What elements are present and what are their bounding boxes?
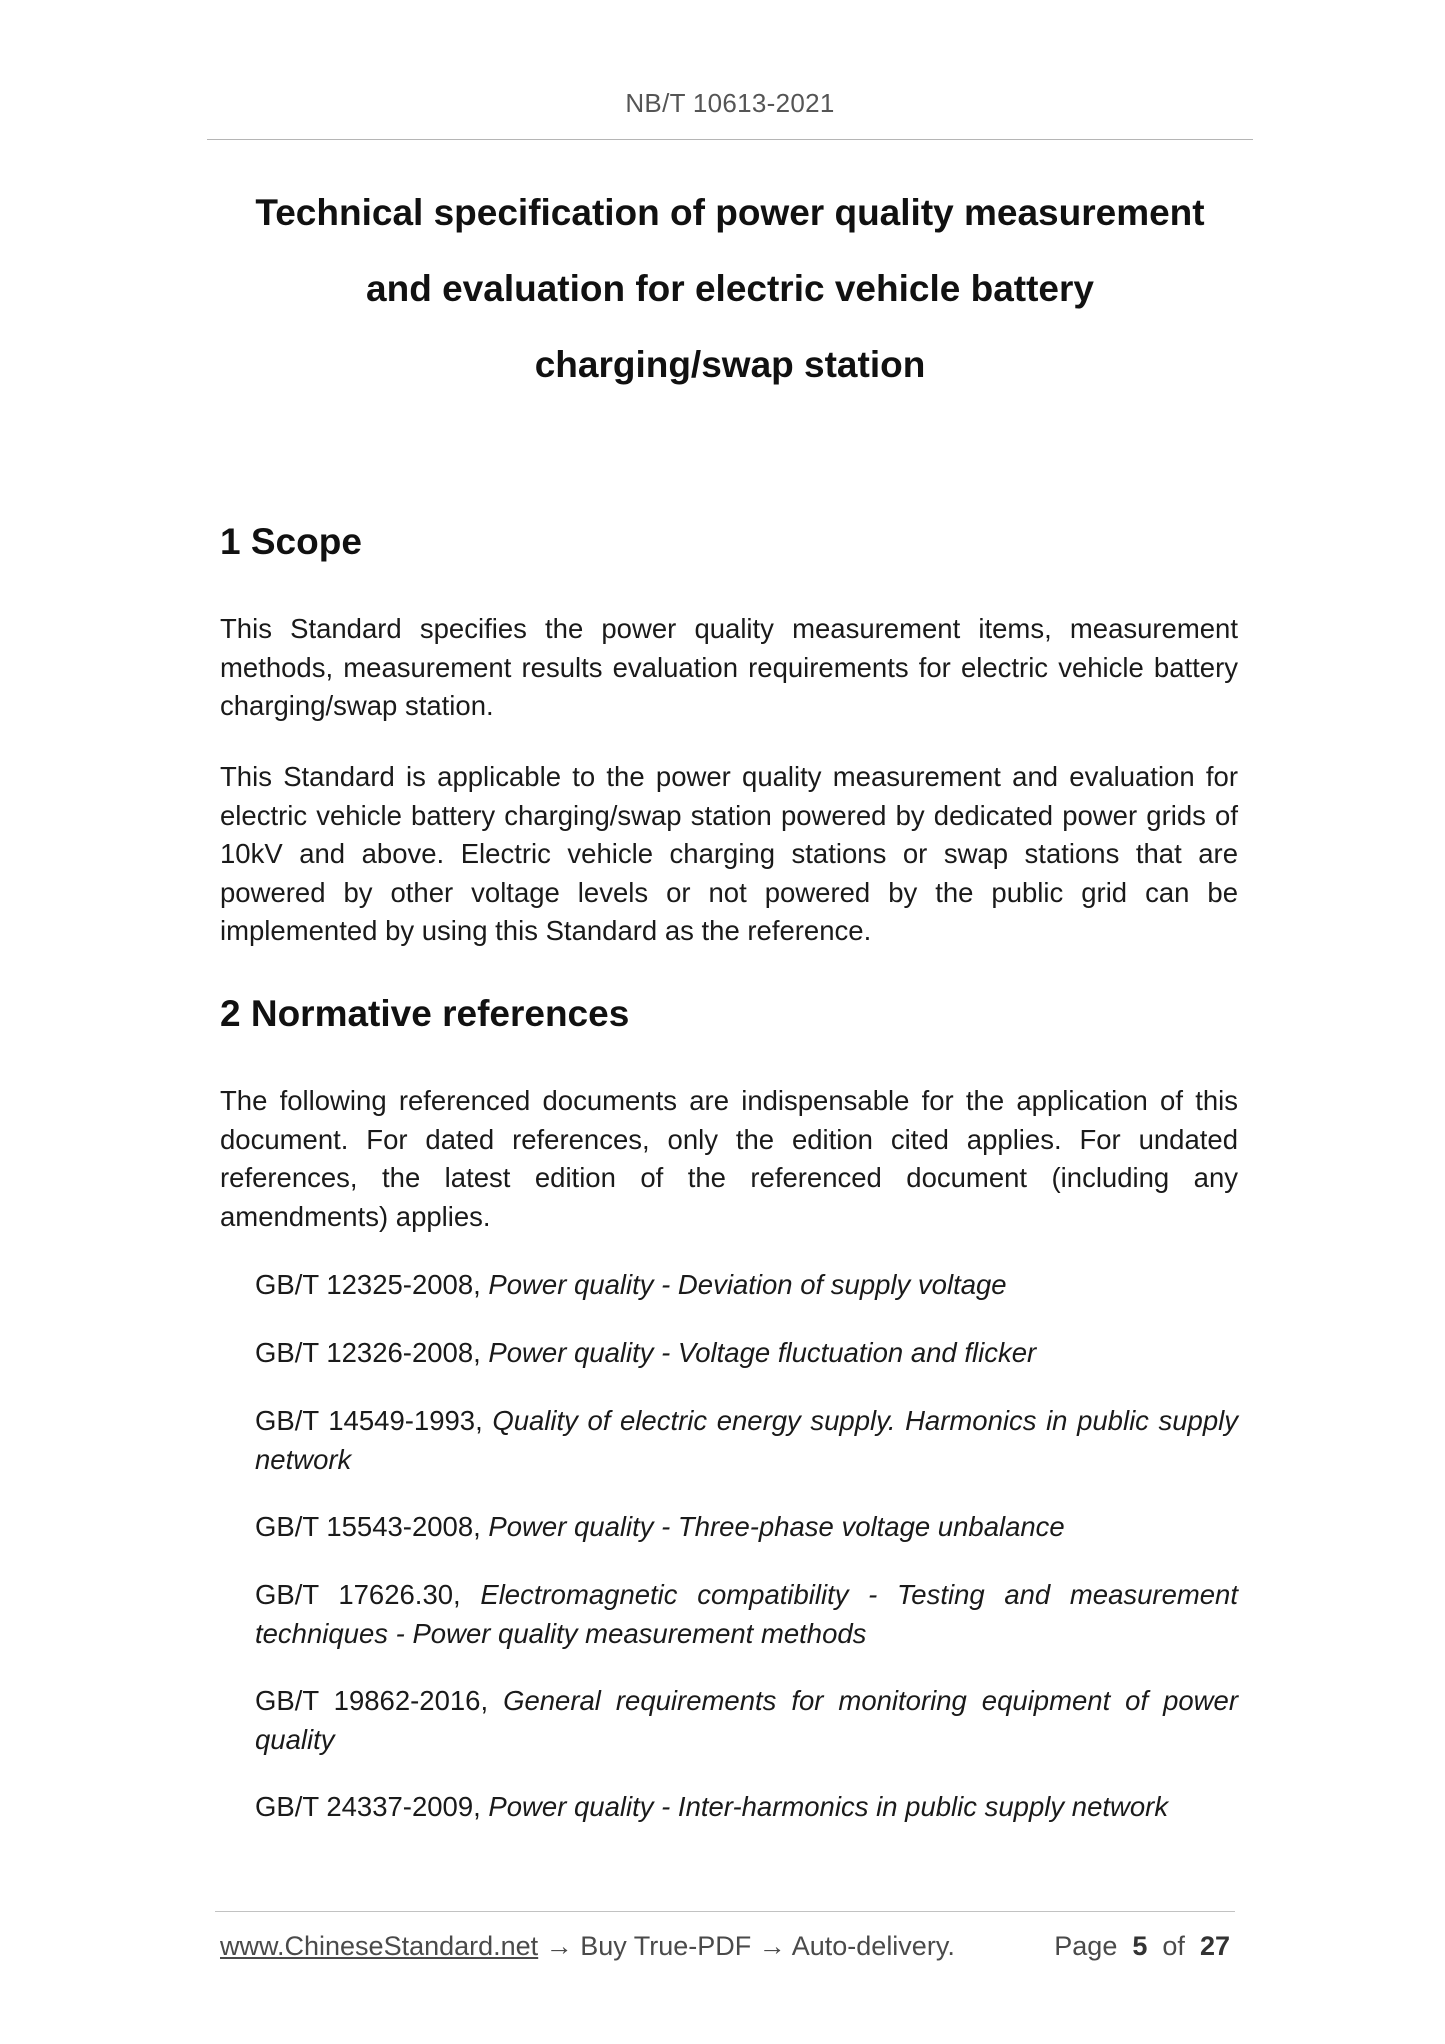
scope-paragraph-2: This Standard is applicable to the power quality measurement and evaluation for electric vehicle battery charging/swap station powered by dedicated power grids of 10kV and above. Electric vehicle charging stations or swap stations that are powered by other voltage levels or not powered by the public grid can be implemented by using this Standard as the reference. — [220, 761, 1238, 946]
page-number — [1054, 1928, 1230, 1964]
reference-item — [255, 1334, 1238, 1373]
references-intro-paragraph: The following referenced documents are indispensable for the application of this document. For dated references, only the edition cited applies. For undated references, the latest edition of the referenced document (including any amendments) applies. — [220, 1085, 1238, 1232]
reference-code: GB/T 15543-2008, — [255, 1511, 489, 1542]
reference-code: GB/T 12325-2008, — [255, 1269, 489, 1300]
reference-title: Electromagnetic compatibility - Testing and measurement techniques - Power quality measurement methods — [255, 1579, 1238, 1649]
document-id-header: NB/T 10613-2021 — [625, 88, 835, 118]
reference-code: GB/T 17626.30, — [255, 1579, 481, 1610]
footer-tagline: → Buy True-PDF → Auto-delivery. — [538, 1931, 955, 1961]
footer-divider — [215, 1911, 1235, 1912]
reference-code: GB/T 19862-2016, — [255, 1685, 504, 1716]
reference-item — [255, 1402, 1238, 1479]
reference-code: GB/T 14549-1993, — [255, 1405, 493, 1436]
page-of-label: of — [1162, 1931, 1185, 1961]
document-title — [207, 175, 1253, 403]
header-divider — [207, 139, 1253, 140]
reference-item — [255, 1266, 1238, 1305]
page-total: 27 — [1199, 1931, 1230, 1961]
title-line-2: and evaluation for electric vehicle battery — [366, 268, 1094, 309]
reference-item — [255, 1682, 1238, 1759]
title-line-1: Technical specification of power quality measurement — [255, 192, 1205, 233]
reference-title: Power quality - Inter-harmonics in public supply network — [488, 1791, 1169, 1822]
section-heading-scope: 1 Scope — [220, 521, 362, 562]
reference-code: GB/T 12326-2008, — [255, 1337, 489, 1368]
reference-title: Power quality - Three-phase voltage unbalance — [488, 1511, 1065, 1542]
reference-item — [255, 1576, 1238, 1653]
page-current: 5 — [1132, 1931, 1148, 1961]
reference-title: Power quality - Voltage fluctuation and flicker — [488, 1337, 1037, 1368]
website-link[interactable]: www.ChineseStandard.net — [220, 1931, 539, 1961]
reference-title: Quality of electric energy supply. Harmonics in public supply network — [255, 1405, 1239, 1475]
reference-title: General requirements for monitoring equipment of power quality — [255, 1685, 1238, 1755]
page-footer — [220, 1928, 1230, 1964]
reference-title: Power quality - Deviation of supply voltage — [488, 1269, 1007, 1300]
reference-item — [255, 1508, 1238, 1547]
reference-code: GB/T 24337-2009, — [255, 1791, 489, 1822]
section-heading-normative-references: 2 Normative references — [220, 993, 630, 1034]
page-label: Page — [1054, 1931, 1118, 1961]
scope-paragraph-1: This Standard specifies the power quality measurement items, measurement methods, measurement results evaluation requirements for electric vehicle battery charging/swap station. — [220, 613, 1238, 721]
reference-item — [255, 1788, 1238, 1827]
title-line-3: charging/swap station — [534, 344, 926, 385]
